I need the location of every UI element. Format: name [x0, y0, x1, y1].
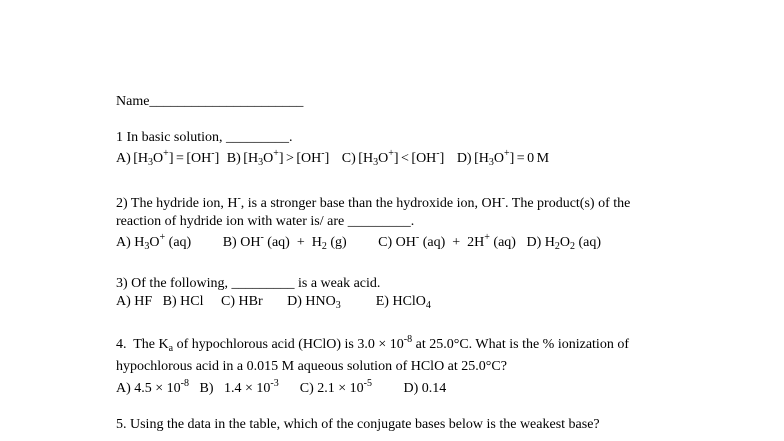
q1-choice-b: B) $[H_3O^+] > [OH^-]$ [226, 148, 330, 168]
q4-choices [116, 378, 447, 397]
q1-choices [116, 148, 550, 168]
q1-choice-c: C) $[H_3O^+] < [OH^-]$ [341, 148, 445, 168]
q2-choice-a: A) $H_3O^+$ (aq) [116, 232, 192, 252]
q5-stem: 5. Using the data in the table, which of the conjugate bases below is the weakest base? [116, 417, 600, 432]
q3-stem: 3) Of the following, _________ is a weak acid. [116, 276, 381, 291]
q2-choice-b: B) OH- $(aq) + H_2$ (g) [222, 232, 347, 252]
q4-choice-d: D) 0.14 [403, 381, 447, 396]
q3-choice-d: D) $HNO_3$ [287, 294, 341, 311]
q2-stem-line2: reaction of hydride ion with water is/ are _________. [116, 214, 415, 229]
q4-choice-c: C) $2.1 \times 10^{-5}$ [299, 378, 373, 396]
q2-choice-d: D) $H_2O_2$ (aq) [526, 235, 602, 252]
q3-choice-a: A) HF [116, 294, 153, 309]
q4-choice-a: A) $4.5 \times 10^{-8}$ [116, 378, 190, 396]
q4-stem-line2: hypochlorous acid in a 0.015 M aqueous solution of HClO at 25.0°C? [116, 359, 507, 374]
q4-choice-b: B) $1.4 \times 10^{-3}$ [199, 378, 279, 396]
q3-choices [116, 294, 431, 310]
q3-choice-b: B) HCl [162, 294, 204, 309]
name-line: Name______________________ [116, 94, 304, 109]
q1-choice-d: D) $[H_3O^+] = 0$ M [456, 148, 550, 168]
q1-choice-a: A) $[H_3O^+] = [OH^-]$ [116, 148, 220, 168]
q2-stem-line1: 2) The hydride ion, H-, is a stronger base than the hydroxide ion, OH-. The product(s) of the [116, 193, 631, 211]
q1-stem: 1 In basic solution, _________. [116, 130, 293, 145]
q3-choice-c: C) HBr [221, 294, 263, 309]
q3-choice-e: E) HClO$_4$ [375, 294, 431, 311]
q4-stem-line1: 4. The $K_a$ of hypochlorous acid (HClO) is $3.0 \times 10^{-8}$ at 25.0°C. What is the % ionization of [116, 334, 629, 354]
q2-choice-c: C) OH- (aq) + 2H+ (aq) [378, 232, 516, 250]
q2-choices [116, 232, 602, 252]
